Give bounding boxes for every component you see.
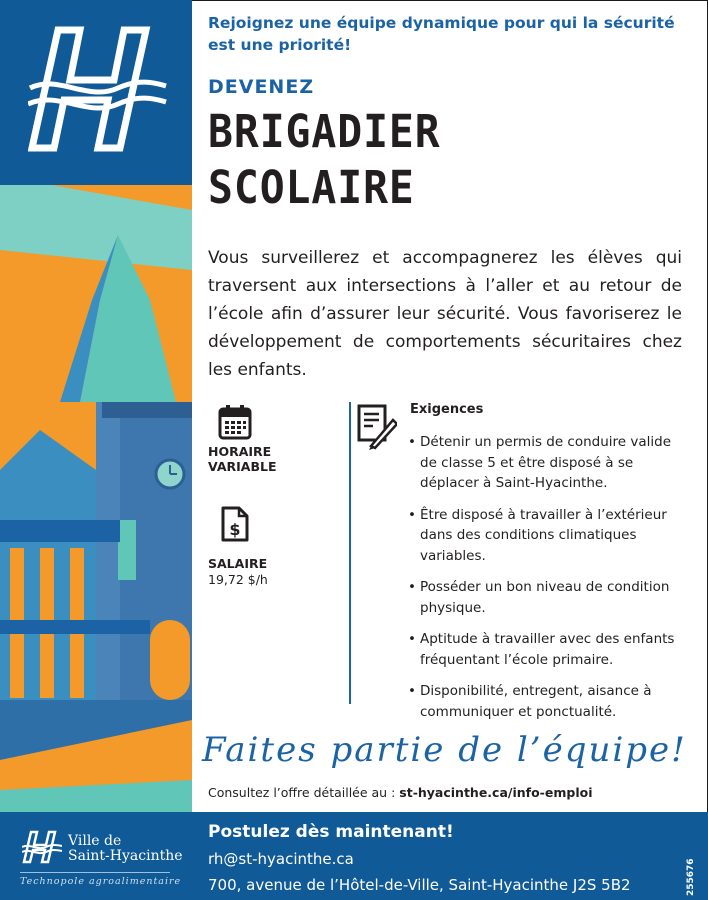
requirements-list	[408, 432, 688, 733]
schedule-block	[208, 404, 328, 474]
requirement-item: • Aptitude à travailler avec des enfants fréquentant l’école primaire.	[408, 629, 688, 670]
ad-reference-code: 255676	[686, 858, 696, 896]
salary-document-icon	[220, 506, 250, 542]
requirements-title: Exigences	[410, 402, 484, 417]
job-title-line2: SCOLAIRE	[208, 161, 415, 214]
schedule-label-line2: VARIABLE	[208, 459, 277, 474]
footer-logo-icon	[22, 830, 62, 864]
salary-value: 19,72 $/h	[208, 572, 268, 587]
job-info-link[interactable]: st-hyacinthe.ca/info-emploi	[399, 785, 593, 800]
svg-text:$: $	[229, 520, 241, 539]
consult-line	[208, 785, 592, 800]
city-name-line2: Saint-Hyacinthe	[68, 848, 183, 864]
requirement-item: • Détenir un permis de conduire valide de classe 5 et être disposé à se déplacer à Saint-Hyacinthe.	[408, 432, 688, 494]
schedule-label-line1: HORAIRE	[208, 444, 272, 459]
requirement-item: • Être disposé à travailler à l’extérieur dans des conditions climatiques variables.	[408, 505, 688, 567]
city-logo-icon	[28, 24, 168, 154]
footer-bar	[0, 812, 708, 900]
calendar-icon	[218, 404, 252, 440]
contact-email[interactable]: rh@st-hyacinthe.ca	[208, 850, 354, 868]
city-tagline: Technopole agroalimentaire	[20, 876, 182, 887]
requirement-item: • Disponibilité, entregent, aisance à communiquer et ponctualité.	[408, 681, 688, 722]
job-description: Vous surveillerez et accompagnerez les élèves qui traversent aux intersections à l’aller et au retour de l’école afin d’assurer leur sécurité. Vous favoriserez le développement de comportements sécuritaires chez les enfants.	[208, 248, 682, 380]
job-title-line1: BRIGADIER	[208, 105, 441, 158]
city-name	[68, 834, 183, 864]
consult-prefix: Consultez l’offre détaillée au :	[208, 785, 400, 800]
left-illustration	[0, 0, 192, 812]
requirement-item: • Posséder un bon niveau de condition physique.	[408, 577, 688, 618]
slogan-text: Faites partie de l’équipe!	[202, 730, 687, 770]
contact-address: 700, avenue de l’Hôtel-de-Ville, Saint-Hyacinthe J2S 5B2	[208, 876, 631, 894]
checklist-pen-icon	[357, 404, 397, 450]
city-name-line1: Ville de	[68, 833, 122, 849]
tagline-divider	[20, 872, 170, 873]
vertical-divider	[349, 402, 351, 704]
kicker-text: DEVENEZ	[208, 76, 315, 98]
salary-label: SALAIRE	[208, 556, 268, 571]
salary-block	[208, 506, 328, 589]
intro-text: Rejoignez une équipe dynamique pour qui la sécurité est une priorité!	[208, 14, 675, 54]
job-title	[208, 104, 441, 216]
apply-now-heading: Postulez dès maintenant!	[208, 822, 454, 842]
